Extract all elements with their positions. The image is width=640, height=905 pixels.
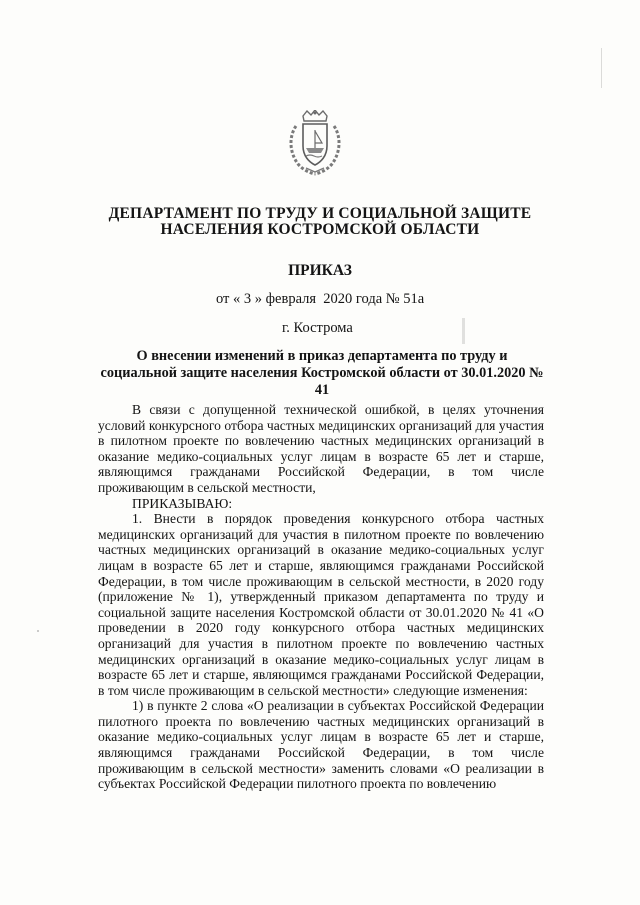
command-line: ПРИКАЗЫВАЮ: bbox=[132, 495, 233, 511]
item-1-paragraph: 1. Внести в порядок проведения конкурсного отбора частных медицинских организаций для участия в пилотном проекте по вовлечению частных медицинских организаций в оказание медико-социальных услуг лицам в возрасте 65 лет и старше, являющимся гражданами Российской Федерации, в том числе проживающим в сельской местности, в 2020 году (приложение № 1), утвержденный приказом департамента по труду и социальной защите населения Костромской области от 30.01.2020 № 41 «О проведении в 2020 году конкурсного отбора частных медицинских организаций для участия в пилотном проекте по вовлечению частных медицинских организаций в оказание медико-социальных услуг лицам в возрасте 65 лет и старше, являющимся гражданами Российской Федерации, в том числе проживающим в сельской местности» следующие изменения: bbox=[98, 511, 544, 698]
scan-artifact bbox=[37, 630, 39, 632]
order-title: ПРИКАЗ bbox=[288, 262, 352, 279]
scan-artifact bbox=[462, 318, 465, 344]
order-subject: О внесении изменений в приказ департамента по труду и социальной защите населения Костромской области от 30.01.2020 № 41 bbox=[100, 348, 544, 398]
department-name-line1: ДЕПАРТАМЕНТ ПО ТРУДУ И СОЦИАЛЬНОЙ ЗАЩИТЕ bbox=[108, 205, 532, 222]
item-1-1-paragraph: 1) в пункте 2 слова «О реализации в субъектах Российской Федерации пилотного проекта по вовлечению частных медицинских организаций в оказание медико-социальных услуг лицам в возрасте 65 лет и старше, являющимся гражданами Российской Федерации, в том числе проживающим в сельской местности» заменить словами «О реализации в субъектах Российской Федерации пилотного проекта по вовлечению bbox=[98, 698, 544, 792]
coat-of-arms-icon bbox=[286, 110, 344, 176]
order-date-number: от « 3 » февраля 2020 года № 51а bbox=[216, 291, 425, 307]
scan-artifact bbox=[601, 48, 602, 88]
order-body bbox=[98, 402, 544, 792]
city-name: г. Кострома bbox=[282, 320, 353, 336]
intro-paragraph: В связи с допущенной технической ошибкой, в целях уточнения условий конкурсного отбора частных медицинских организаций для участия в пилотном проекте по вовлечению частных медицинских организаций в оказание медико-социальных услуг лицам в возрасте 65 лет и старше, являющимся гражданами Российской Федерации, в том числе проживающим в сельской местности, bbox=[98, 402, 544, 495]
department-name-line2: НАСЕЛЕНИЯ КОСТРОМСКОЙ ОБЛАСТИ bbox=[160, 221, 480, 238]
